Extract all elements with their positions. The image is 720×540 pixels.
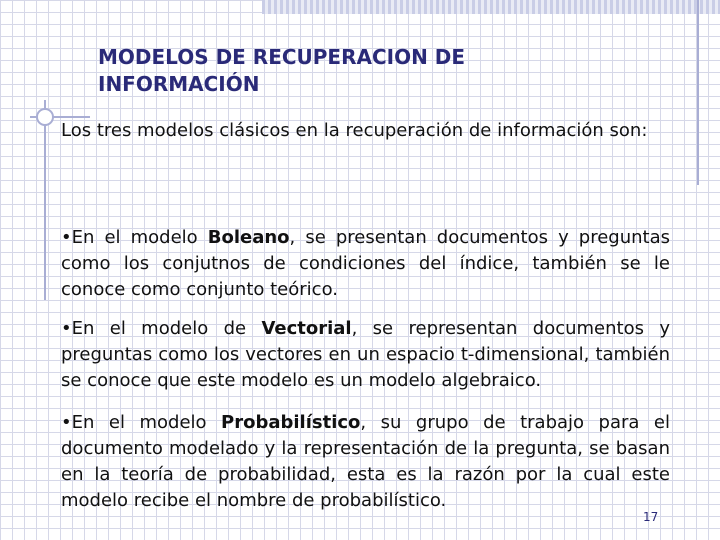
paragraph-body: , se presentan documentos y preguntas como los conjutnos de condiciones del índice, también se le conoce como conjunto teórico. (61, 227, 671, 300)
decorative-vertical-line-right (697, 0, 699, 185)
paragraph-prefix: •En el modelo de (61, 318, 262, 339)
decorative-top-bar (262, 0, 720, 14)
paragraph-boleano (61, 225, 670, 303)
decorative-circle-icon (36, 108, 54, 126)
paragraph-prefix: •En el modelo (61, 227, 208, 248)
paragraph-prefix: •En el modelo (61, 412, 222, 433)
paragraph-probabilistico (61, 410, 670, 514)
model-term-boleano: Boleano (207, 227, 290, 248)
paragraph-body: , se representan documentos y preguntas como los vectores en un espacio t-dimensional, también se conoce que este modelo es un modelo algebraico. (61, 318, 670, 391)
slide-title (98, 44, 618, 98)
slide-title-line-2: INFORMACIÓN (98, 72, 260, 96)
slide-title-line-1: MODELOS DE RECUPERACION DE (98, 45, 466, 69)
decorative-vertical-line-left (44, 100, 46, 300)
slide-number: 17 (643, 510, 659, 524)
intro-text: Los tres modelos clásicos en la recuperación de información son: (61, 120, 648, 141)
model-term-vectorial: Vectorial (261, 318, 352, 339)
model-term-probabilistico: Probabilístico (221, 412, 361, 433)
paragraph-vectorial (61, 316, 670, 394)
paragraph-body: , su grupo de trabajo para el documento modelado y la representación de la pregunta, se basan en la teoría de probabilidad, esta es la razón por la cual este modelo recibe el nombre de probabilístico. (61, 412, 670, 511)
